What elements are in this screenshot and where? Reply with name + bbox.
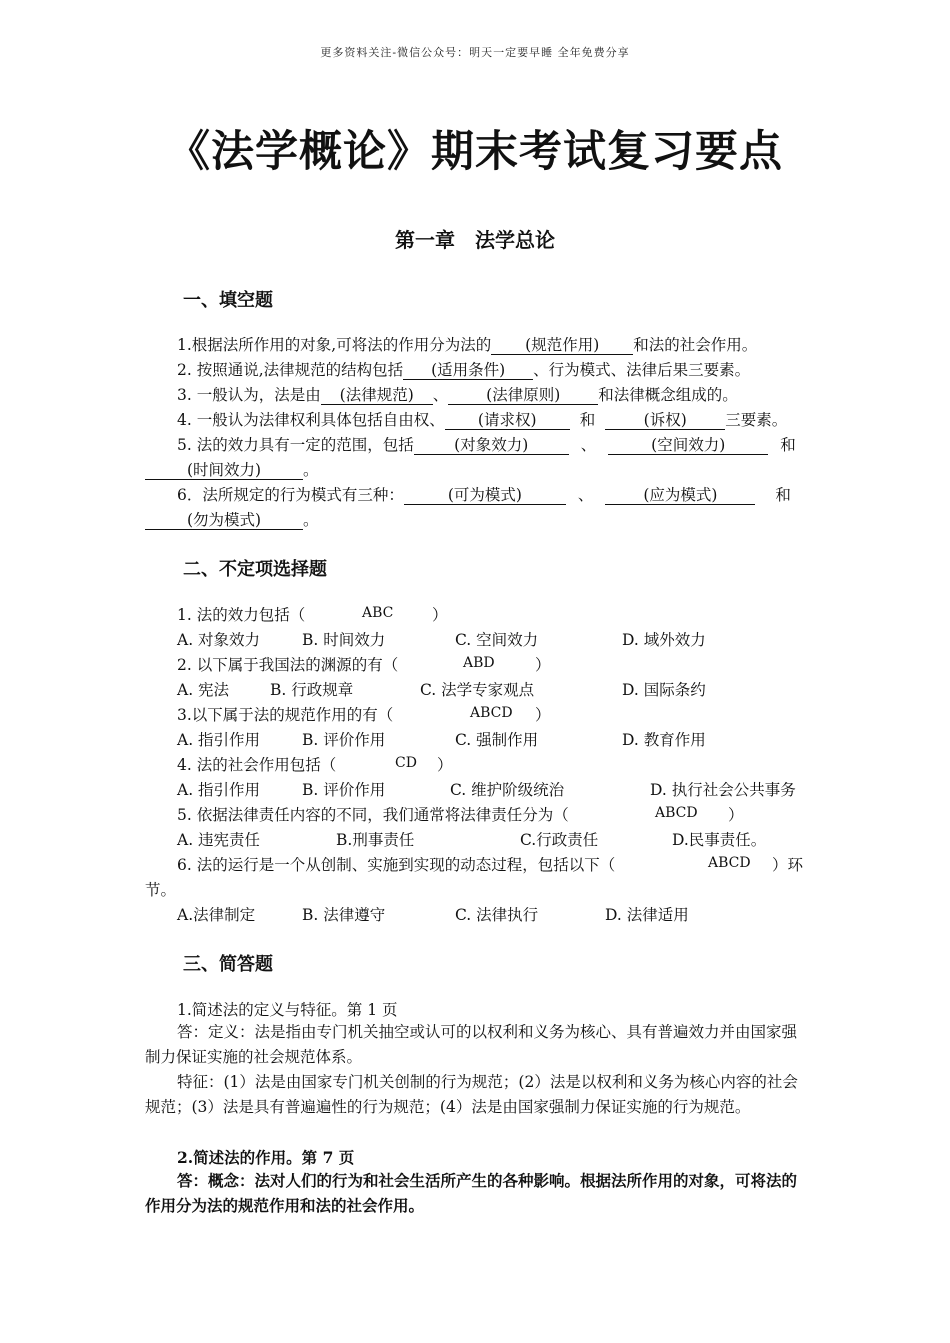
choice-question-6-answer: ABCD <box>708 855 751 871</box>
option-d: D. 法律适用 <box>605 906 689 924</box>
separator: 、 <box>580 436 597 454</box>
header-note: 更多资料关注-微信公众号：明天一定要早睡 全年免费分享 <box>320 46 630 59</box>
option-b: B. 时间效力 <box>302 631 386 649</box>
option-b: B.刑事责任 <box>336 831 415 849</box>
question-text: 4. 一般认为法律权利具体包括自由权、 <box>177 411 445 429</box>
option-d: D. 域外效力 <box>622 631 706 649</box>
short-question-1-definition: 答：定义：法是指由专门机关抽空或认可的以权利和义务为核心、具有普遍效力并由国家强制力保证实施的社会规范体系。 <box>145 1023 798 1066</box>
option-c: C. 强制作用 <box>455 731 539 749</box>
blank-answer: (应为模式) <box>605 486 755 505</box>
section-heading-short-answer: 三、简答题 <box>183 954 273 975</box>
question-text: 和法律概念组成的。 <box>598 386 738 404</box>
choice-question-6-stem-cont: 节。 <box>145 881 177 899</box>
option-c: C. 维护阶级统治 <box>450 781 565 799</box>
question-text: 2. 按照通说,法律规范的结构包括 <box>177 361 404 379</box>
blank-answer: (空间效力) <box>608 436 768 455</box>
blank-answer: (规范作用) <box>491 336 633 355</box>
fill-question-6-cont <box>145 508 319 530</box>
fill-question-2 <box>177 358 750 380</box>
short-question-2-answer: 答：概念：法对人们的行为和社会生活所产生的各种影响。根据法所作用的对象，可将法的作用分为法的规范作用和法的社会作用。 <box>145 1171 798 1215</box>
question-text: 1.根据法所作用的对象,可将法的作用分为法的 <box>177 336 492 354</box>
choice-question-6-stem: 6. 法的运行是一个从创制、实施到实现的动态过程，包括以下（ <box>177 856 616 874</box>
option-b: B. 法律遵守 <box>302 906 386 924</box>
close-paren: ） <box>728 806 744 824</box>
choice-question-4-answer: CD <box>395 755 417 771</box>
chapter-heading <box>0 224 950 253</box>
option-d: D.民事责任。 <box>672 831 767 849</box>
choice-question-5-stem: 5. 依据法律责任内容的不同，我们通常将法律责任分为（ <box>177 806 569 824</box>
fill-question-1 <box>177 333 757 355</box>
option-a: A. 宪法 <box>177 681 230 699</box>
blank-answer: (勿为模式) <box>145 511 303 530</box>
option-b: B. 评价作用 <box>302 781 386 799</box>
close-paren: ） <box>535 656 551 674</box>
blank-answer: (请求权) <box>445 411 570 430</box>
close-paren: ）环 <box>772 856 804 874</box>
blank-answer: (诉权) <box>605 411 725 430</box>
short-question-2-title: 2.简述法的作用。第 7 页 <box>177 1148 355 1167</box>
section-heading-fill-blank: 一、填空题 <box>183 290 273 311</box>
blank-answer: (可为模式) <box>404 486 566 505</box>
option-c: C. 法律执行 <box>455 906 539 924</box>
section-heading-multiple-choice: 二、不定项选择题 <box>183 559 327 580</box>
option-a: A. 对象效力 <box>177 631 261 649</box>
choice-question-2-answer: ABD <box>463 655 495 671</box>
option-b: B. 评价作用 <box>302 731 386 749</box>
fill-question-6 <box>177 483 791 505</box>
option-b: B. 行政规章 <box>270 681 354 699</box>
document-title: 《法学概论》期末考试复习要点 <box>167 127 783 177</box>
question-text: 和法的社会作用。 <box>633 336 758 354</box>
option-d: D. 执行社会公共事务 <box>650 781 796 799</box>
option-a: A. 指引作用 <box>177 731 261 749</box>
fill-question-3 <box>177 383 738 405</box>
choice-question-3-stem: 3.以下属于法的规范作用的有（ <box>177 706 394 724</box>
option-a: A. 违宪责任 <box>177 831 261 849</box>
option-c: C.行政责任 <box>520 831 599 849</box>
question-text: 3. 一般认为，法是由 <box>177 386 321 404</box>
option-d: D. 国际条约 <box>622 681 706 699</box>
blank-answer: (法律原则) <box>448 386 598 405</box>
separator: 和 <box>775 486 791 504</box>
close-paren: ） <box>535 706 551 724</box>
blank-answer: (法律规范) <box>321 386 433 405</box>
option-a: A.法律制定 <box>177 906 256 924</box>
close-paren: ） <box>432 606 448 624</box>
choice-question-2-stem: 2. 以下属于我国法的渊源的有（ <box>177 656 399 674</box>
short-question-1-title: 1.简述法的定义与特征。第 1 页 <box>177 1001 398 1019</box>
separator: 、 <box>432 386 449 404</box>
question-text: 、行为模式、法律后果三要素。 <box>533 361 751 379</box>
question-text: 6．法所规定的行为模式有三种： <box>177 486 404 504</box>
chapter-number: 第一章 <box>395 228 455 252</box>
separator: 、 <box>577 486 594 504</box>
choice-question-1-answer: ABC <box>362 605 394 621</box>
choice-question-4-stem: 4. 法的社会作用包括（ <box>177 756 337 774</box>
question-text: 三要素。 <box>725 411 788 429</box>
fill-question-4 <box>177 408 787 430</box>
short-question-1-features: 特征：(1）法是由国家专门机关创制的行为规范；(2）法是以权利和义务为核心内容的社会规范；(3）法是具有普遍遍性的行为规范；(4）法是由国家强制力保证实施的行为规范。 <box>145 1073 798 1116</box>
blank-answer: (适用条件) <box>403 361 533 380</box>
blank-answer: (对象效力) <box>414 436 569 455</box>
separator: 和 <box>579 411 596 429</box>
option-c: C. 空间效力 <box>455 631 539 649</box>
question-text: 5. 法的效力具有一定的范围，包括 <box>177 436 414 454</box>
separator: 和 <box>780 436 796 454</box>
blank-answer: (时间效力) <box>145 461 303 480</box>
choice-question-3-answer: ABCD <box>470 705 513 721</box>
question-text: 。 <box>303 511 319 529</box>
option-a: A. 指引作用 <box>177 781 261 799</box>
chapter-name: 法学总论 <box>475 228 555 252</box>
close-paren: ） <box>437 756 453 774</box>
option-d: D. 教育作用 <box>622 731 706 749</box>
option-c: C. 法学专家观点 <box>420 681 535 699</box>
question-text: 。 <box>303 461 319 479</box>
choice-question-1-stem: 1. 法的效力包括（ <box>177 606 306 624</box>
choice-question-5-answer: ABCD <box>655 805 698 821</box>
fill-question-5 <box>177 433 796 455</box>
fill-question-5-cont <box>145 458 319 480</box>
